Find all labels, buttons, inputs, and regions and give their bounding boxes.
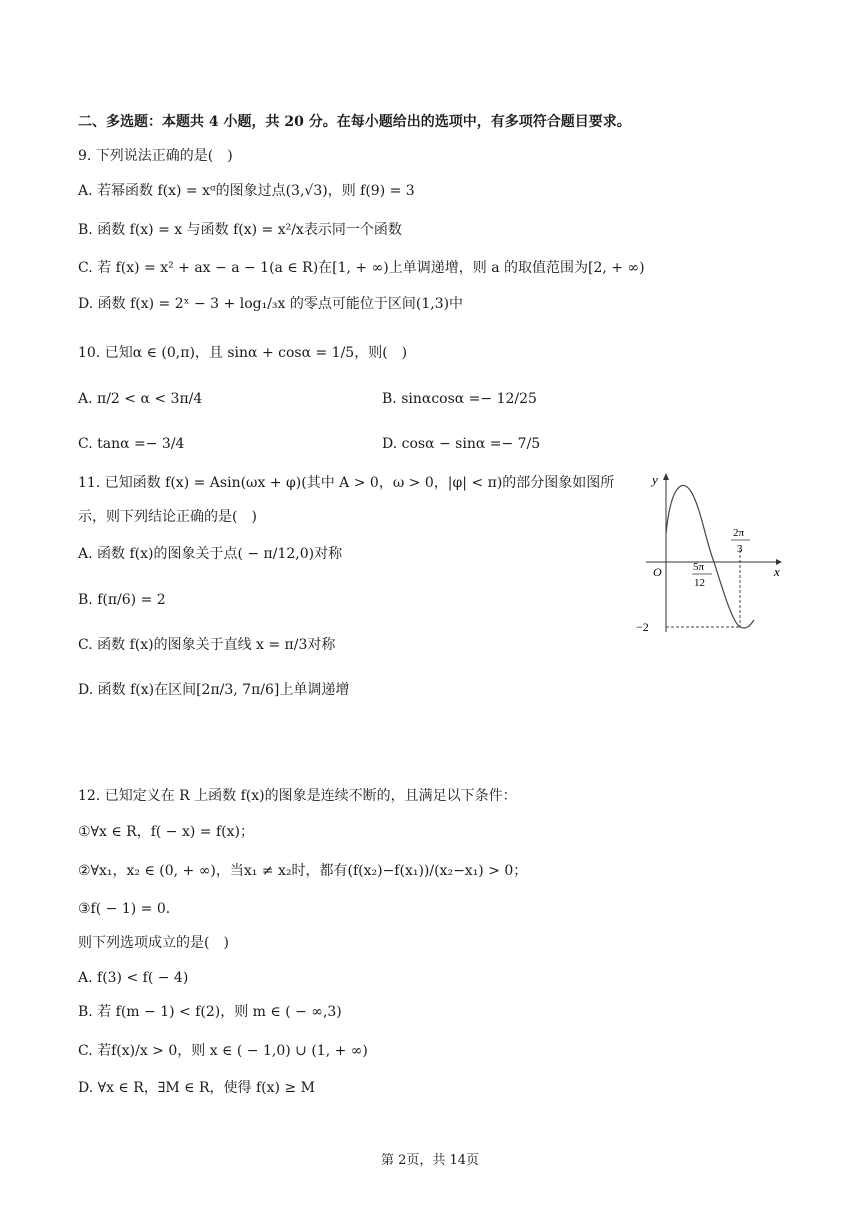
graph-y-tick-label: −2 [636,620,649,634]
graph-x-tick-5pi-12: 5π [693,561,705,573]
q10-option-d: D. cosα − sinα =− 7/5 [382,436,541,452]
graph-x-label: x [774,564,780,579]
graph-x-tick-2pi-3: 2π [733,527,745,539]
page-footer: 第 2页，共 14页 [380,1153,480,1168]
q12-option-d: D. ∀x ∈ R，∃M ∈ R，使得 f(x) ≥ M [78,1080,315,1096]
q12-stem: 12. 已知定义在 R 上函数 f(x)的图象是连续不断的，且满足以下条件： [78,788,517,804]
q9-stem: 9. 下列说法正确的是( ) [78,148,233,164]
q11-option-c: C. 函数 f(x)的图象关于直线 x = π/3对称 [78,637,336,653]
q12-option-c: C. 若f(x)/x > 0，则 x ∈ ( − 1,0) ∪ (1, + ∞) [78,1043,368,1059]
sine-curve [666,485,754,628]
graph-y-label: y [652,472,658,487]
section-header: 二、多选题：本题共 4 小题，共 20 分。在每小题给出的选项中，有多项符合题目要求。 [78,114,631,130]
q9-option-c: C. 若 f(x) = x² + ax − a − 1(a ∈ R)在[1, + ∞)上单调递增，则 a 的取值范围为[2, + ∞) [78,260,645,276]
q11-option-b: B. f(π/6) = 2 [78,592,166,608]
q11-stem-line2: 示，则下列结论正确的是( ) [78,509,257,525]
q11-sine-graph [636,462,786,642]
q12-option-b: B. 若 f(m − 1) < f(2)，则 m ∈ ( − ∞,3) [78,1004,342,1020]
q11-option-a: A. 函数 f(x)的图象关于点( − π/12,0)对称 [78,546,343,562]
q12-option-a: A. f(3) < f( − 4) [78,970,189,986]
q9-option-b: B. 函数 f(x) = x 与函数 f(x) = x²/x表示同一个函数 [78,222,402,238]
q12-ask: 则下列选项成立的是( ) [78,935,229,951]
y-axis-arrow-icon [663,473,669,480]
q12-condition-3: ③f( − 1) = 0． [78,901,180,917]
q10-stem: 10. 已知α ∈ (0,π)，且 sinα + cosα = 1/5，则( ) [78,345,408,361]
graph-x-tick-5pi-12-den: 12 [694,577,705,589]
q12-condition-2: ②∀x₁，x₂ ∈ (0, + ∞)，当x₁ ≠ x₂时，都有(f(x₂)−f(x₁))/(x₂−x₁) > 0； [78,863,528,879]
q10-option-c: C. tanα =− 3/4 [78,436,185,452]
q10-option-b: B. sinαcosα =− 12/25 [382,391,537,407]
q10-option-a: A. π/2 < α < 3π/4 [78,391,203,407]
q12-condition-1: ①∀x ∈ R，f( − x) = f(x)； [78,824,254,840]
q11-stem-line1: 11. 已知函数 f(x) = Asin(ωx + φ)(其中 A > 0，ω > 0，|φ| < π)的部分图象如图所 [78,475,615,491]
graph-x-tick-2pi-3-den: 3 [737,543,743,555]
q9-option-d: D. 函数 f(x) = 2ˣ − 3 + log₁/₃x 的零点可能位于区间(1,3)中 [78,296,464,312]
graph-origin-label: O [653,565,662,579]
q11-option-d: D. 函数 f(x)在区间[2π/3, 7π/6]上单调递增 [78,682,350,698]
q9-option-a: A. 若幂函数 f(x) = xᵅ的图象过点(3,√3)，则 f(9) = 3 [78,183,415,199]
